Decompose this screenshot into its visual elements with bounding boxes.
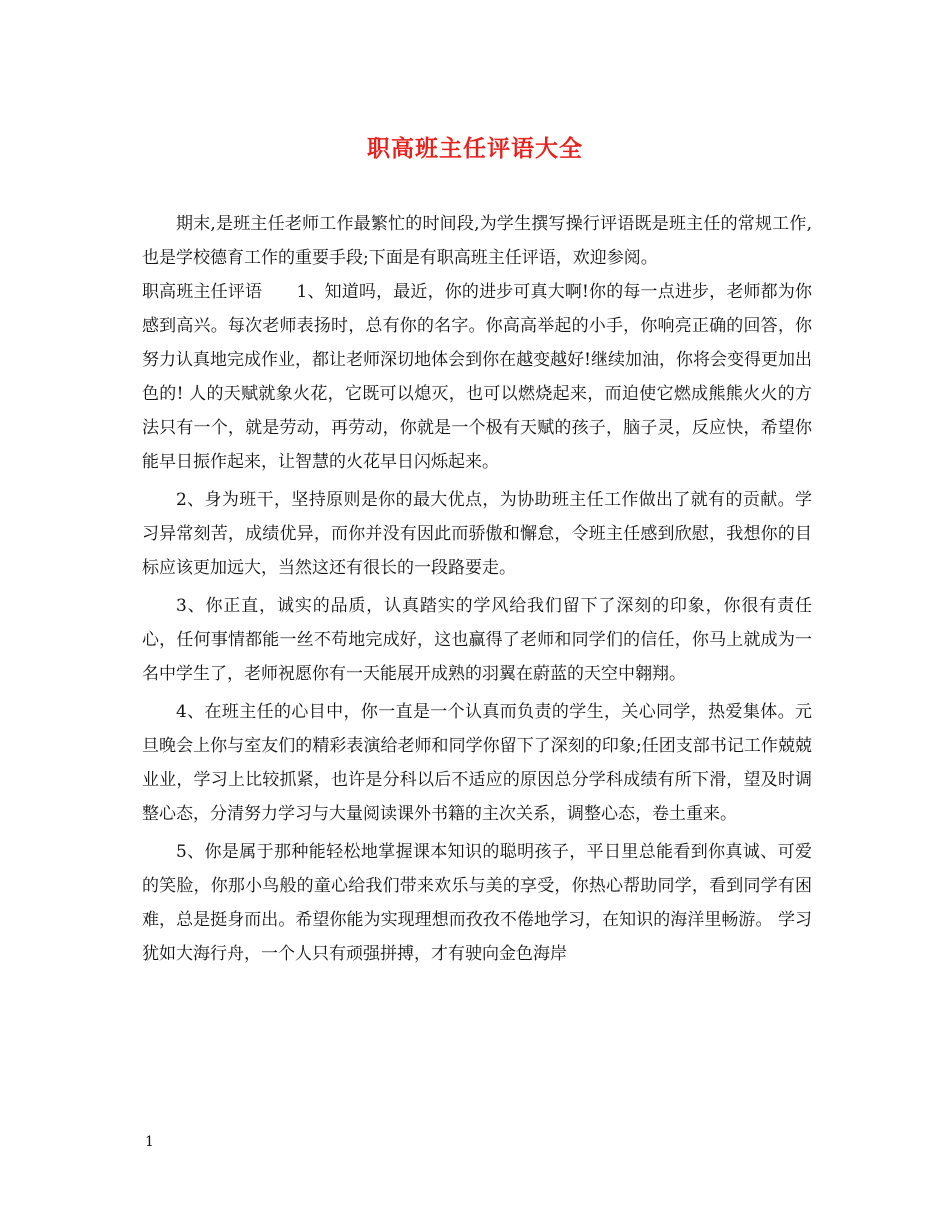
comment-paragraph-2: 2、身为班干，坚持原则是你的最大优点，为协助班主任工作做出了就有的贡献。学习异常刻苦，成绩优异，而你并没有因此而骄傲和懈怠，令班主任感到欣慰，我想你的目标应该更加远大，当然这还有很长的一段路要走。 xyxy=(142,490,812,578)
intro-paragraph: 期末,是班主任老师工作最繁忙的时间段,为学生撰写操行评语既是班主任的常规工作,也是学校德育工作的重要手段;下面是有职高班主任评语，欢迎参阅。 xyxy=(142,214,812,268)
page-number: 1 xyxy=(145,1134,154,1150)
comment-paragraph-1: 职高班主任评语 1、知道吗，最近，你的进步可真大啊!你的每一点进步，老师都为你感到高兴。每次老师表扬时，总有你的名字。你高高举起的小手，你响亮正确的回答，你努力认真地完成作业，都让老师深切地体会到你在越变越好!继续加油，你将会变得更加出色的! 人的天赋就象火花，它既可以熄灭，也可以燃烧起来，而迫使它燃成熊熊火火的方法只有一个，就是劳动，再劳动，你就是一个极有天赋的孩子，脑子灵，反应快，希望你能早日振作起来，让智慧的火花早日闪烁起来。 xyxy=(142,282,812,472)
comment-paragraph-4: 4、在班主任的心目中，你一直是一个认真而负责的学生，关心同学，热爱集体。元旦晚会上你与室友们的精彩表演给老师和同学你留下了深刻的印象;任团支部书记工作兢兢业业，学习上比较抓紧，也许是分科以后不适应的原因总分学科成绩有所下滑，望及时调整心态，分清努力学习与大量阅读课外书籍的主次关系，调整心态，卷土重来。 xyxy=(142,702,812,824)
comment-paragraph-5: 5、你是属于那种能轻松地掌握课本知识的聪明孩子，平日里总能看到你真诚、可爱的笑脸，你那小鸟般的童心给我们带来欢乐与美的享受，你热心帮助同学，看到同学有困难，总是挺身而出。希望你能为实现理想而孜孜不倦地学习，在知识的海洋里畅游。 学习犹如大海行舟，一个人只有顽强拼搏，才有驶向金色海岸 xyxy=(142,842,812,964)
comment-paragraph-3: 3、你正直，诚实的品质，认真踏实的学风给我们留下了深刻的印象，你很有责任心，任何事情都能一丝不苟地完成好，这也赢得了老师和同学们的信任，你马上就成为一名中学生了，老师祝愿你有一天能展开成熟的羽翼在蔚蓝的天空中翱翔。 xyxy=(142,596,812,684)
document-title: 职高班主任评语大全 xyxy=(367,135,583,162)
document-body xyxy=(142,207,812,971)
